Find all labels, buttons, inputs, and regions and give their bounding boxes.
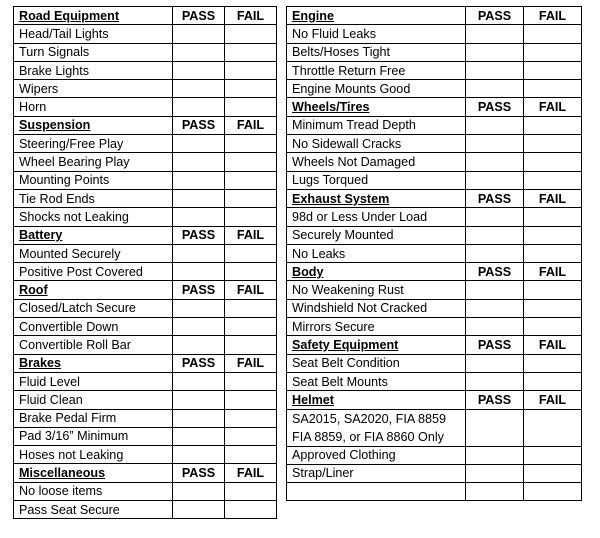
pass-column-header: PASS: [466, 189, 524, 207]
checklist-row-wheel-bearing-play: [14, 153, 277, 171]
pass-column-header: PASS: [173, 116, 225, 134]
pass-checkbox-cell[interactable]: [173, 482, 225, 500]
checklist-item-label: Securely Mounted: [287, 226, 466, 244]
checklist-item-label: Wipers: [14, 80, 173, 98]
fail-checkbox-cell[interactable]: [524, 299, 582, 317]
checklist-row-seat-belt-condition: [287, 354, 582, 372]
section-header-helmet: [287, 391, 582, 409]
checklist-row-shocks-not-leaking: [14, 208, 277, 226]
right-checklist-table: [286, 6, 582, 501]
fail-checkbox-cell[interactable]: [225, 98, 277, 116]
fail-column-header: FAIL: [225, 354, 277, 372]
section-header-body: [287, 263, 582, 281]
pass-checkbox-cell[interactable]: [173, 61, 225, 79]
checklist-item-label: Minimum Tread Depth: [287, 116, 466, 134]
checklist-item-label: Throttle Return Free: [287, 61, 466, 79]
section-header-wheels-tires: [287, 98, 582, 116]
checklist-item-label: Hoses not Leaking: [14, 446, 173, 464]
pass-checkbox-cell[interactable]: [466, 43, 524, 61]
checklist-row-approved-clothing: [287, 446, 582, 464]
fail-checkbox-cell[interactable]: [524, 483, 582, 501]
section-title: Body: [287, 263, 466, 281]
checklist-row-steering-free-play: [14, 135, 277, 153]
checklist-item-label: Turn Signals: [14, 43, 173, 61]
fail-column-header: FAIL: [524, 98, 582, 116]
fail-checkbox-cell[interactable]: [225, 427, 277, 445]
checklist-row-tie-rod-ends: [14, 189, 277, 207]
fail-checkbox-cell[interactable]: [225, 189, 277, 207]
checklist-row-windshield-not-cracked: [287, 299, 582, 317]
fail-checkbox-cell[interactable]: [524, 318, 582, 336]
checklist-item-label: Wheel Bearing Play: [14, 153, 173, 171]
pass-checkbox-cell[interactable]: [466, 153, 524, 171]
checklist-item-label: Convertible Roll Bar: [14, 336, 173, 354]
fail-checkbox-cell[interactable]: [524, 80, 582, 98]
checklist-item-label: No Leaks: [287, 244, 466, 262]
checklist-item-label: Brake Lights: [14, 61, 173, 79]
section-title: Suspension: [14, 116, 173, 134]
fail-checkbox-cell[interactable]: [225, 43, 277, 61]
fail-checkbox-cell[interactable]: [225, 446, 277, 464]
checklist-item-label: Wheels Not Damaged: [287, 153, 466, 171]
section-header-roof: [14, 281, 277, 299]
checklist-item-label: Fluid Clean: [14, 391, 173, 409]
checklist-row-throttle-return-free: [287, 61, 582, 79]
fail-checkbox-cell[interactable]: [524, 43, 582, 61]
checklist-row-head-tail-lights: [14, 25, 277, 43]
checklist-row-horn: [14, 98, 277, 116]
checklist-row-brake-pedal-firm: [14, 409, 277, 427]
checklist-row-no-sidewall-cracks: [287, 135, 582, 153]
pass-checkbox-cell[interactable]: [466, 372, 524, 390]
section-header-safety-equipment: [287, 336, 582, 354]
checklist-item-label: Windshield Not Cracked: [287, 299, 466, 317]
checklist-row-strap-liner: [287, 464, 582, 482]
checklist-row-fluid-clean: [14, 391, 277, 409]
fail-checkbox-cell[interactable]: [524, 372, 582, 390]
pass-checkbox-cell[interactable]: [173, 80, 225, 98]
pass-checkbox-cell[interactable]: [466, 446, 524, 464]
fail-checkbox-cell[interactable]: [225, 208, 277, 226]
fail-column-header: FAIL: [524, 189, 582, 207]
checklist-item-label: Belts/Hoses Tight: [287, 43, 466, 61]
checklist-row-mirrors-secure: [287, 318, 582, 336]
fail-checkbox-cell[interactable]: [524, 116, 582, 134]
checklist-item-label: SA2015, SA2020, FIA 8859 FIA 8859, or FIA 8860 Only: [287, 409, 466, 446]
fail-checkbox-cell[interactable]: [225, 318, 277, 336]
fail-checkbox-cell[interactable]: [524, 25, 582, 43]
checklist-item-label: No Weakening Rust: [287, 281, 466, 299]
pass-checkbox-cell[interactable]: [173, 98, 225, 116]
pass-checkbox-cell[interactable]: [173, 372, 225, 390]
pass-checkbox-cell[interactable]: [173, 501, 225, 519]
checklist-row-belts-hoses-tight: [287, 43, 582, 61]
checklist-row-fluid-level: [14, 372, 277, 390]
pass-checkbox-cell[interactable]: [173, 244, 225, 262]
pass-checkbox-cell[interactable]: [466, 80, 524, 98]
checklist-item-label: No Sidewall Cracks: [287, 135, 466, 153]
fail-checkbox-cell[interactable]: [524, 153, 582, 171]
checklist-row-sa2015-sa2020-fia-8859-fia-8859-or-fia-8860-only: [287, 409, 582, 446]
checklist-row-mounted-securely: [14, 244, 277, 262]
fail-checkbox-cell[interactable]: [225, 482, 277, 500]
checklist-row-98d-or-less-under-load: [287, 208, 582, 226]
fail-checkbox-cell[interactable]: [225, 25, 277, 43]
checklist-item-label: [287, 483, 466, 501]
section-title: Brakes: [14, 354, 173, 372]
checklist-item-label: Mounted Securely: [14, 244, 173, 262]
section-header-brakes: [14, 354, 277, 372]
pass-column-header: PASS: [466, 7, 524, 25]
pass-checkbox-cell[interactable]: [466, 135, 524, 153]
checklist-row-no-loose-items: [14, 482, 277, 500]
checklist-item-label: No loose items: [14, 482, 173, 500]
pass-checkbox-cell[interactable]: [173, 171, 225, 189]
fail-checkbox-cell[interactable]: [524, 409, 582, 446]
section-title: Engine: [287, 7, 466, 25]
checklist-row-closed-latch-secure: [14, 299, 277, 317]
pass-checkbox-cell[interactable]: [173, 263, 225, 281]
checklist-item-label: Strap/Liner: [287, 464, 466, 482]
checklist-row-lugs-torqued: [287, 171, 582, 189]
checklist-item-label: Approved Clothing: [287, 446, 466, 464]
pass-checkbox-cell[interactable]: [173, 189, 225, 207]
fail-column-header: FAIL: [225, 7, 277, 25]
checklist-item-label: Convertible Down: [14, 318, 173, 336]
fail-checkbox-cell[interactable]: [524, 354, 582, 372]
pass-checkbox-cell[interactable]: [173, 427, 225, 445]
checklist-item-label: Tie Rod Ends: [14, 189, 173, 207]
fail-checkbox-cell[interactable]: [225, 299, 277, 317]
pass-column-header: PASS: [173, 281, 225, 299]
checklist-row-wheels-not-damaged: [287, 153, 582, 171]
fail-checkbox-cell[interactable]: [524, 226, 582, 244]
checklist-item-label: Positive Post Covered: [14, 263, 173, 281]
checklist-item-label: Lugs Torqued: [287, 171, 466, 189]
fail-checkbox-cell[interactable]: [524, 208, 582, 226]
section-title: Miscellaneous: [14, 464, 173, 482]
section-title: Road Equipment: [14, 7, 173, 25]
pass-checkbox-cell[interactable]: [173, 208, 225, 226]
fail-checkbox-cell[interactable]: [524, 171, 582, 189]
checklist-row-pad-3-16-minimum: [14, 427, 277, 445]
fail-checkbox-cell[interactable]: [225, 80, 277, 98]
fail-checkbox-cell[interactable]: [225, 409, 277, 427]
checklist-row-securely-mounted: [287, 226, 582, 244]
pass-column-header: PASS: [466, 391, 524, 409]
pass-checkbox-cell[interactable]: [466, 354, 524, 372]
pass-checkbox-cell[interactable]: [173, 409, 225, 427]
pass-checkbox-cell[interactable]: [466, 61, 524, 79]
pass-column-header: PASS: [466, 263, 524, 281]
pass-checkbox-cell[interactable]: [173, 299, 225, 317]
section-header-battery: [14, 226, 277, 244]
checklist-row-pass-seat-secure: [14, 501, 277, 519]
section-title: Helmet: [287, 391, 466, 409]
checklist-row-seat-belt-mounts: [287, 372, 582, 390]
checklist-item-label: Pad 3/16” Minimum: [14, 427, 173, 445]
checklist-item-label: Shocks not Leaking: [14, 208, 173, 226]
checklist-item-label: Steering/Free Play: [14, 135, 173, 153]
checklist-item-label: Mounting Points: [14, 171, 173, 189]
pass-checkbox-cell[interactable]: [466, 318, 524, 336]
pass-column-header: PASS: [173, 354, 225, 372]
section-title: Battery: [14, 226, 173, 244]
section-header-road-equipment: [14, 7, 277, 25]
checklist-item-label: 98d or Less Under Load: [287, 208, 466, 226]
fail-column-header: FAIL: [225, 116, 277, 134]
fail-column-header: FAIL: [225, 464, 277, 482]
section-title: Safety Equipment: [287, 336, 466, 354]
fail-checkbox-cell[interactable]: [225, 391, 277, 409]
fail-checkbox-cell[interactable]: [524, 244, 582, 262]
checklist-row-minimum-tread-depth: [287, 116, 582, 134]
fail-checkbox-cell[interactable]: [524, 135, 582, 153]
checklist-item-label: Engine Mounts Good: [287, 80, 466, 98]
fail-column-header: FAIL: [524, 391, 582, 409]
pass-column-header: PASS: [173, 464, 225, 482]
checklist-item-label: Head/Tail Lights: [14, 25, 173, 43]
checklist-item-label: No Fluid Leaks: [287, 25, 466, 43]
section-title: Roof: [14, 281, 173, 299]
pass-checkbox-cell[interactable]: [173, 153, 225, 171]
fail-checkbox-cell[interactable]: [225, 61, 277, 79]
fail-checkbox-cell[interactable]: [524, 464, 582, 482]
section-title: Exhaust System: [287, 189, 466, 207]
pass-checkbox-cell[interactable]: [466, 208, 524, 226]
fail-column-header: FAIL: [225, 226, 277, 244]
fail-checkbox-cell[interactable]: [524, 281, 582, 299]
pass-checkbox-cell[interactable]: [466, 409, 524, 446]
pass-checkbox-cell[interactable]: [466, 299, 524, 317]
checklist-row-mounting-points: [14, 171, 277, 189]
checklist-row-blank: [287, 483, 582, 501]
checklist-row-convertible-down: [14, 318, 277, 336]
pass-checkbox-cell[interactable]: [173, 391, 225, 409]
checklist-item-label: Fluid Level: [14, 372, 173, 390]
fail-checkbox-cell[interactable]: [225, 501, 277, 519]
section-header-exhaust-system: [287, 189, 582, 207]
fail-checkbox-cell[interactable]: [225, 171, 277, 189]
pass-checkbox-cell[interactable]: [173, 135, 225, 153]
fail-checkbox-cell[interactable]: [524, 61, 582, 79]
pass-column-header: PASS: [173, 226, 225, 244]
fail-checkbox-cell[interactable]: [225, 153, 277, 171]
checklist-item-label: Pass Seat Secure: [14, 501, 173, 519]
pass-checkbox-cell[interactable]: [466, 464, 524, 482]
checklist-item-label: Seat Belt Mounts: [287, 372, 466, 390]
checklist-row-engine-mounts-good: [287, 80, 582, 98]
left-checklist: [13, 6, 277, 519]
section-title: Wheels/Tires: [287, 98, 466, 116]
fail-checkbox-cell[interactable]: [225, 336, 277, 354]
section-header-miscellaneous: [14, 464, 277, 482]
checklist-item-label: Seat Belt Condition: [287, 354, 466, 372]
checklist-item-label: Mirrors Secure: [287, 318, 466, 336]
checklist-item-label: Closed/Latch Secure: [14, 299, 173, 317]
fail-checkbox-cell[interactable]: [225, 244, 277, 262]
pass-checkbox-cell[interactable]: [466, 226, 524, 244]
pass-column-header: PASS: [466, 98, 524, 116]
fail-column-header: FAIL: [524, 336, 582, 354]
checklist-item-label: Horn: [14, 98, 173, 116]
left-checklist-table: [13, 6, 277, 519]
fail-column-header: FAIL: [225, 281, 277, 299]
pass-checkbox-cell[interactable]: [173, 318, 225, 336]
section-header-engine: [287, 7, 582, 25]
pass-checkbox-cell[interactable]: [466, 171, 524, 189]
fail-column-header: FAIL: [524, 263, 582, 281]
checklist-row-wipers: [14, 80, 277, 98]
pass-checkbox-cell[interactable]: [466, 25, 524, 43]
pass-checkbox-cell[interactable]: [173, 446, 225, 464]
checklist-row-no-weakening-rust: [287, 281, 582, 299]
checklist-row-hoses-not-leaking: [14, 446, 277, 464]
checklist-row-no-leaks: [287, 244, 582, 262]
pass-checkbox-cell[interactable]: [466, 281, 524, 299]
checklist-item-label: Brake Pedal Firm: [14, 409, 173, 427]
checklist-row-positive-post-covered: [14, 263, 277, 281]
fail-checkbox-cell[interactable]: [524, 446, 582, 464]
pass-column-header: PASS: [173, 7, 225, 25]
checklist-row-turn-signals: [14, 43, 277, 61]
pass-checkbox-cell[interactable]: [466, 483, 524, 501]
pass-checkbox-cell[interactable]: [173, 43, 225, 61]
pass-checkbox-cell[interactable]: [173, 25, 225, 43]
fail-column-header: FAIL: [524, 7, 582, 25]
section-header-suspension: [14, 116, 277, 134]
pass-column-header: PASS: [466, 336, 524, 354]
fail-checkbox-cell[interactable]: [225, 372, 277, 390]
fail-checkbox-cell[interactable]: [225, 135, 277, 153]
checklist-row-convertible-roll-bar: [14, 336, 277, 354]
pass-checkbox-cell[interactable]: [466, 244, 524, 262]
fail-checkbox-cell[interactable]: [225, 263, 277, 281]
checklist-row-brake-lights: [14, 61, 277, 79]
checklist-row-no-fluid-leaks: [287, 25, 582, 43]
pass-checkbox-cell[interactable]: [466, 116, 524, 134]
pass-checkbox-cell[interactable]: [173, 336, 225, 354]
right-checklist: [286, 6, 582, 501]
